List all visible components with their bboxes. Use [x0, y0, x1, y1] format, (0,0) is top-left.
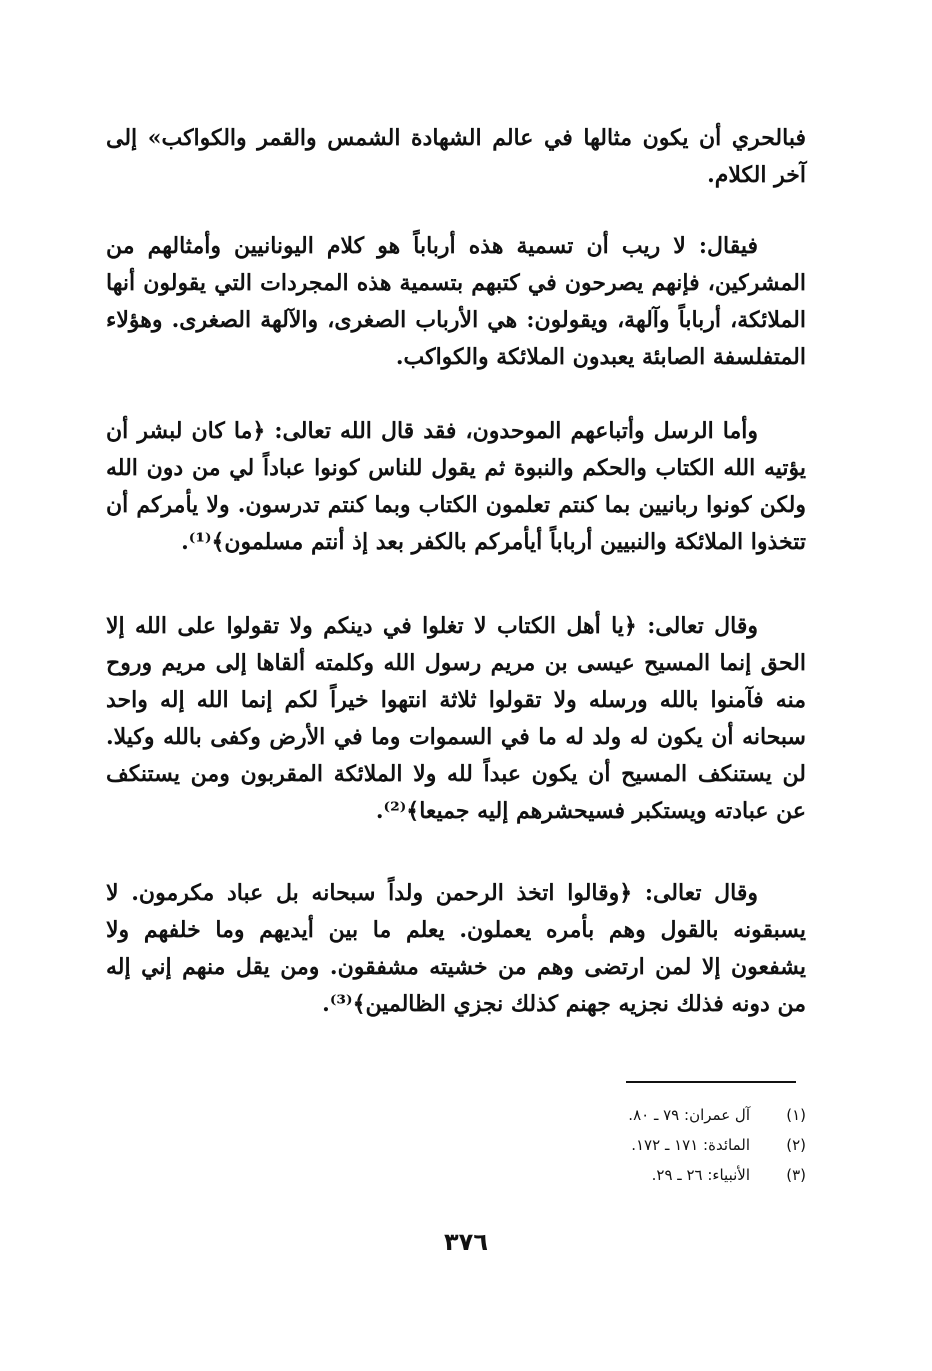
footnote-item	[506, 1160, 806, 1190]
footnote-text: الأنبياء: ٢٦ ـ ٢٩.	[651, 1166, 750, 1184]
footnote-text: آل عمران: ٧٩ ـ ٨٠.	[628, 1106, 750, 1124]
page-number: ٣٧٦	[444, 1228, 488, 1256]
paragraph-messengers	[106, 413, 806, 561]
paragraph-quote-anbiya	[106, 875, 806, 1023]
footnote-number: (٢)	[786, 1136, 806, 1154]
footnote-number: (٣)	[786, 1166, 806, 1184]
footnote-item	[506, 1130, 806, 1160]
paragraph-text: وقال تعالى: ﴿يا أهل الكتاب لا تغلوا في دينكم ولا تقولوا على الله إلا الحق إنما المسيح عيسى بن مريم رسول الله وكلمته ألقاها إلى مريم وروح منه فآمنوا بالله ورسله ولا تقولوا ثلاثة انتهوا خيراً لكم إنما الله إله واحد سبحانه أن يكون له ولد له ما في السموات وما في الأرض وكفى بالله وكيلا. لن يستنكف المسيح أن يكون عبداً لله ولا الملائكة المقربون ومن يستنكف عن عبادته ويستكبر فسيحشرهم إليه جميعا﴾⁽²⁾.	[106, 613, 806, 824]
footnote-item	[506, 1100, 806, 1130]
paragraph-continuation	[106, 120, 806, 194]
paragraph-text: فيقال: لا ريب أن تسمية هذه أرباباً هو كلام اليونانيين وأمثالهم من المشركين، فإنهم يصرحون في كتبهم بتسمية هذه المجردات التي يقولون أنها الملائكة، أرباباً وآلهة، ويقولون: هي الأرباب الصغرى، والآلهة الصغرى. وهؤلاء المتفلسفة الصابئة يعبدون الملائكة والكواكب.	[106, 233, 806, 370]
paragraph-text: فبالحري أن يكون مثالها في عالم الشهادة الشمس والقمر والكواكب» إلى آخر الكلام.	[106, 125, 806, 188]
paragraph-quote-nisa	[106, 608, 806, 830]
footnote-number: (١)	[786, 1106, 806, 1124]
footnote-separator	[626, 1081, 796, 1083]
paragraph-text: وأما الرسل وأتباعهم الموحدون، فقد قال الله تعالى: ﴿ما كان لبشر أن يؤتيه الله الكتاب والحكم والنبوة ثم يقول للناس كونوا عباداً لي من دون الله ولكن كونوا ربانيين بما كنتم تعلمون الكتاب وبما كنتم تدرسون. ولا يأمركم أن تتخذوا الملائكة والنبيين أرباباً أيأمركم بالكفر بعد إذ أنتم مسلمون﴾⁽¹⁾.	[106, 418, 806, 555]
footnote-text: المائدة: ١٧١ ـ ١٧٢.	[631, 1136, 750, 1154]
footnotes	[506, 1100, 806, 1190]
paragraph-rebuttal	[106, 228, 806, 376]
paragraph-text: وقال تعالى: ﴿وقالوا اتخذ الرحمن ولداً سبحانه بل عباد مكرمون. لا يسبقونه بالقول وهم بأمره يعملون. يعلم ما بين أيديهم وما خلفهم ولا يشفعون إلا لمن ارتضى وهم من خشيته مشفقون. ومن يقل منهم إني إله من دونه فذلك نجزيه جهنم كذلك نجزي الظالمين﴾⁽³⁾.	[106, 880, 806, 1017]
